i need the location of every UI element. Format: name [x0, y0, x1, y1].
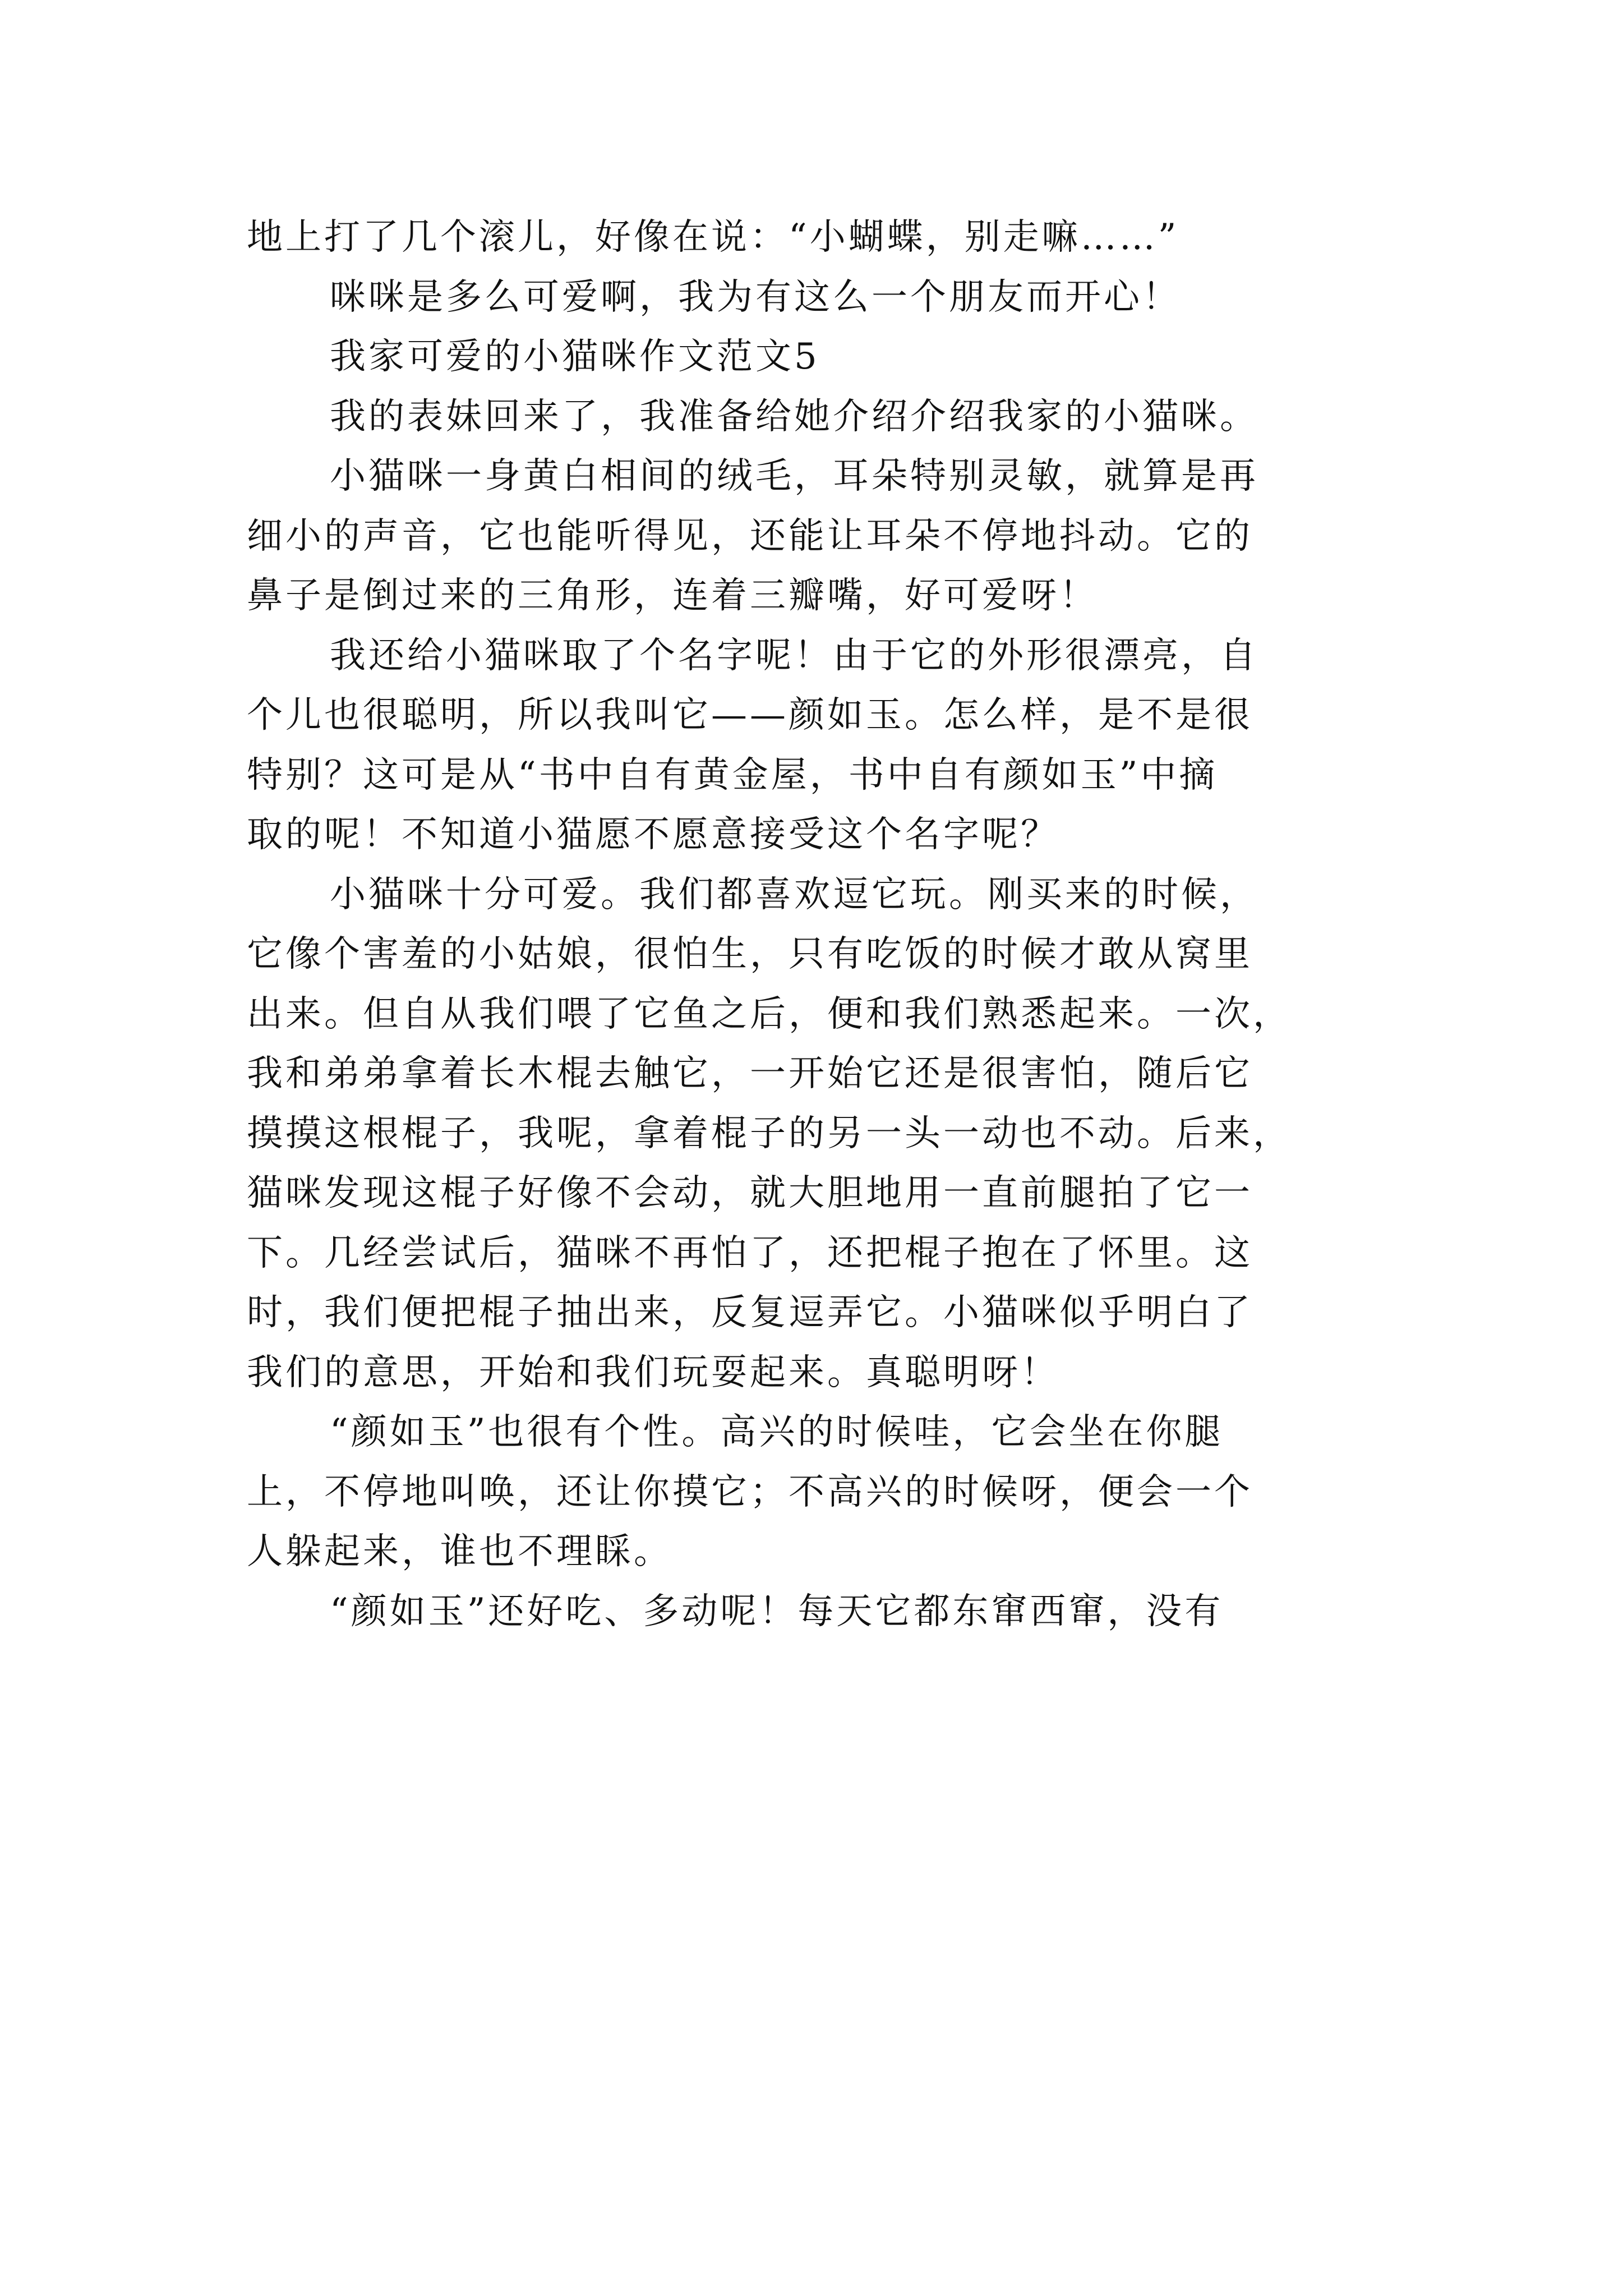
- document-body: [247, 208, 1374, 1641]
- text-line: 特别？这可是从“书中自有黄金屋，书中自有颜如玉”中摘: [247, 754, 1218, 796]
- text-line: 我们的意思，开始和我们玩耍起来。真聪明呀！: [247, 1351, 1059, 1393]
- text-line: 个儿也很聪明，所以我叫它——颜如玉。怎么样，是不是很: [247, 694, 1253, 736]
- text-line: 细小的声音，它也能听得见，还能让耳朵不停地抖动。它的: [247, 515, 1253, 557]
- text-line: 出来。但自从我们喂了它鱼之后，便和我们熟悉起来。一次，: [247, 993, 1292, 1035]
- text-line: 它像个害羞的小姑娘，很怕生，只有吃饭的时候才敢从窝里: [247, 933, 1253, 975]
- text-line: 小猫咪一身黄白相间的绒毛，耳朵特别灵敏，就算是再: [330, 455, 1258, 497]
- text-line: “颜如玉”还好吃、多动呢！每天它都东窜西窜，没有: [330, 1590, 1224, 1632]
- text-line: 鼻子是倒过来的三角形，连着三瓣嘴，好可爱呀！: [247, 575, 1098, 616]
- text-line: 摸摸这根棍子，我呢，拿着棍子的另一头一动也不动。后来，: [247, 1112, 1292, 1154]
- text-line: 我和弟弟拿着长木棍去触它，一开始它还是很害怕，随后它: [247, 1053, 1253, 1094]
- text-line: 取的呢！不知道小猫愿不愿意接受这个名字呢？: [247, 814, 1059, 855]
- text-line: 我还给小猫咪取了个名字呢！由于它的外形很漂亮，自: [330, 634, 1258, 677]
- text-line: 地上打了几个滚儿，好像在说：“小蝴蝶，别走嘛……”: [247, 217, 1179, 258]
- text-line: 人躲起来，谁也不理睬。: [247, 1531, 672, 1572]
- text-line: 我的表妹回来了，我准备给她介绍介绍我家的小猫咪。: [330, 395, 1258, 438]
- text-line: 小猫咪十分可爱。我们都喜欢逗它玩。刚买来的时候，: [330, 873, 1258, 915]
- text-line: 咪咪是多么可爱啊，我为有这么一个朋友而开心！: [330, 276, 1181, 318]
- text-line: “颜如玉”也很有个性。高兴的时候哇，它会坐在你腿: [330, 1411, 1224, 1453]
- text-line: 上，不停地叫唤，还让你摸它；不高兴的时候呀，便会一个: [247, 1471, 1253, 1513]
- text-line: 下。几经尝试后，猫咪不再怕了，还把棍子抱在了怀里。这: [247, 1232, 1253, 1274]
- section-heading: 我家可爱的小猫咪作文范文5: [330, 336, 820, 378]
- text-line: 猫咪发现这棍子好像不会动，就大胆地用一直前腿拍了它一: [247, 1172, 1253, 1214]
- text-line: 时，我们便把棍子抽出来，反复逗弄它。小猫咪似乎明白了: [247, 1292, 1253, 1333]
